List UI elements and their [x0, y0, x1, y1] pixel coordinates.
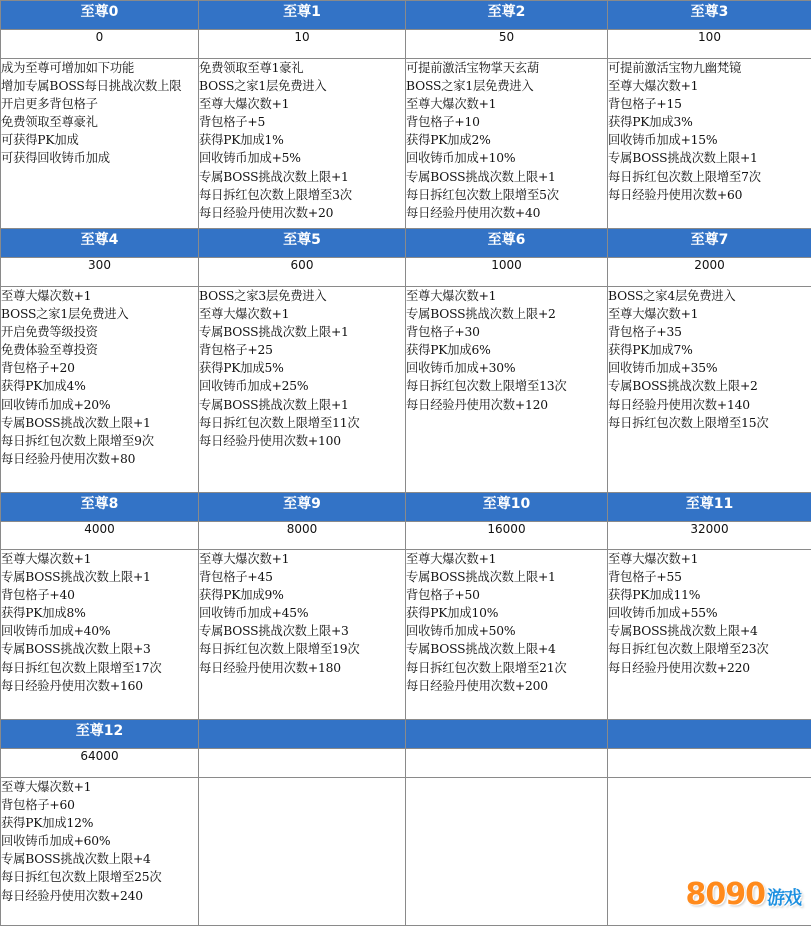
perk-line: 至尊大爆次数+1: [406, 287, 607, 305]
tier-cost: 8000: [199, 522, 406, 550]
perk-line: 每日经验丹使用次数+160: [1, 677, 198, 695]
site-logo: [677, 868, 801, 916]
tier-cost: 1000: [406, 258, 608, 287]
perk-line: 回收铸币加成+10%: [406, 149, 607, 167]
tier-cost-row: [1, 522, 811, 550]
tier-perks: [199, 59, 406, 229]
tier-header-row: [1, 229, 811, 258]
tier-cost: 32000: [608, 522, 811, 550]
perk-line: 回收铸币加成+55%: [608, 604, 811, 622]
empty-cell: [608, 749, 811, 778]
perk-line: 至尊大爆次数+1: [199, 95, 405, 113]
perk-line: 专属BOSS挑战次数上限+2: [608, 377, 811, 395]
perk-line: 每日经验丹使用次数+200: [406, 677, 607, 695]
perk-line: 每日拆红包次数上限增至15次: [608, 414, 811, 432]
perk-line: 至尊大爆次数+1: [199, 305, 405, 323]
perk-line: BOSS之家3层免费进入: [199, 287, 405, 305]
tier-title: 至尊6: [406, 229, 608, 258]
perk-line: 每日拆红包次数上限增至5次: [406, 186, 607, 204]
empty-cell: [199, 749, 406, 778]
empty-header-cell: [199, 720, 406, 749]
perk-line: 背包格子+15: [608, 95, 811, 113]
perk-line: BOSS之家4层免费进入: [608, 287, 811, 305]
empty-header-cell: [406, 720, 608, 749]
perk-line: 背包格子+5: [199, 113, 405, 131]
tier-cost: 16000: [406, 522, 608, 550]
perk-line: 至尊大爆次数+1: [406, 95, 607, 113]
tier-cost-row: [1, 749, 811, 778]
tier-perks: [1, 287, 199, 493]
perk-line: 专属BOSS挑战次数上限+1: [406, 568, 607, 586]
perk-line: 每日经验丹使用次数+40: [406, 204, 607, 222]
perk-line: 每日经验丹使用次数+240: [1, 887, 198, 905]
perk-line: 背包格子+45: [199, 568, 405, 586]
perk-line: 免费领取至尊1豪礼: [199, 59, 405, 77]
tier-title: 至尊8: [1, 493, 199, 522]
perk-line: 获得PK加成5%: [199, 359, 405, 377]
perk-line: 获得PK加成1%: [199, 131, 405, 149]
logo-suffix: 游戏: [767, 888, 801, 909]
perk-line: 每日拆红包次数上限增至23次: [608, 640, 811, 658]
perk-line: 每日拆红包次数上限增至17次: [1, 659, 198, 677]
empty-header-cell: [608, 720, 811, 749]
perk-line: 背包格子+10: [406, 113, 607, 131]
perk-line: 专属BOSS挑战次数上限+4: [406, 640, 607, 658]
perk-line: 背包格子+20: [1, 359, 198, 377]
tier-perks: [406, 59, 608, 229]
tier-cost: 10: [199, 30, 406, 59]
perk-line: 背包格子+50: [406, 586, 607, 604]
tier-header-row: [1, 1, 811, 30]
perk-line: 每日经验丹使用次数+80: [1, 450, 198, 468]
perk-line: 回收铸币加成+50%: [406, 622, 607, 640]
tier-perks: [608, 287, 811, 493]
perk-line: 专属BOSS挑战次数上限+4: [1, 850, 198, 868]
perk-line: 背包格子+30: [406, 323, 607, 341]
tier-title: 至尊9: [199, 493, 406, 522]
perk-line: 背包格子+25: [199, 341, 405, 359]
tier-title: 至尊0: [1, 1, 199, 30]
tier-perks-row: [1, 59, 811, 229]
perk-line: 背包格子+40: [1, 586, 198, 604]
perk-line: 可提前激活宝物掌天玄葫: [406, 59, 607, 77]
perk-line: 获得PK加成4%: [1, 377, 198, 395]
perk-line: 获得PK加成2%: [406, 131, 607, 149]
perk-line: 开启免费等级投资: [1, 323, 198, 341]
tier-perks: [1, 550, 199, 720]
perk-line: 专属BOSS挑战次数上限+1: [199, 323, 405, 341]
perk-line: 专属BOSS挑战次数上限+2: [406, 305, 607, 323]
perk-line: 每日拆红包次数上限增至25次: [1, 868, 198, 886]
tier-header-row: [1, 720, 811, 749]
tier-cost-row: [1, 258, 811, 287]
perk-line: 获得PK加成6%: [406, 341, 607, 359]
perk-line: 专属BOSS挑战次数上限+1: [199, 396, 405, 414]
perk-line: BOSS之家1层免费进入: [1, 305, 198, 323]
perk-line: 回收铸币加成+35%: [608, 359, 811, 377]
perk-line: 每日拆红包次数上限增至9次: [1, 432, 198, 450]
tier-cost: 4000: [1, 522, 199, 550]
perk-line: 开启更多背包格子: [1, 95, 198, 113]
perk-line: 至尊大爆次数+1: [608, 305, 811, 323]
tier-title: 至尊4: [1, 229, 199, 258]
perk-line: BOSS之家1层免费进入: [199, 77, 405, 95]
perk-line: 获得PK加成11%: [608, 586, 811, 604]
perk-line: 每日拆红包次数上限增至11次: [199, 414, 405, 432]
perk-line: 获得PK加成9%: [199, 586, 405, 604]
perk-line: 增加专属BOSS每日挑战次数上限: [1, 77, 198, 95]
perk-line: 获得PK加成7%: [608, 341, 811, 359]
perk-line: 至尊大爆次数+1: [199, 550, 405, 568]
tier-cost: 600: [199, 258, 406, 287]
tier-cost: 300: [1, 258, 199, 287]
perk-line: 至尊大爆次数+1: [608, 550, 811, 568]
tier-title: 至尊2: [406, 1, 608, 30]
tier-perks-row: [1, 287, 811, 493]
perk-line: 每日经验丹使用次数+180: [199, 659, 405, 677]
logo-number: 8090: [686, 877, 766, 912]
perk-line: 可提前激活宝物九幽梵镜: [608, 59, 811, 77]
tier-cost: 2000: [608, 258, 811, 287]
perk-line: 至尊大爆次数+1: [608, 77, 811, 95]
tier-perks: [406, 287, 608, 493]
perk-line: 每日经验丹使用次数+140: [608, 396, 811, 414]
empty-cell: [406, 749, 608, 778]
perk-line: 至尊大爆次数+1: [406, 550, 607, 568]
perk-line: 每日拆红包次数上限增至21次: [406, 659, 607, 677]
perk-line: 获得PK加成8%: [1, 604, 198, 622]
tier-title: 至尊1: [199, 1, 406, 30]
tier-cost: 64000: [1, 749, 199, 778]
tier-perks: [608, 59, 811, 229]
perk-line: 专属BOSS挑战次数上限+1: [1, 568, 198, 586]
perk-line: 至尊大爆次数+1: [1, 550, 198, 568]
perk-line: 免费领取至尊豪礼: [1, 113, 198, 131]
tier-perks: [199, 550, 406, 720]
tier-title: 至尊5: [199, 229, 406, 258]
tier-perks-row: [1, 550, 811, 720]
perk-line: 回收铸币加成+30%: [406, 359, 607, 377]
tier-perks: [1, 778, 199, 926]
perk-line: 专属BOSS挑战次数上限+1: [1, 414, 198, 432]
perk-line: 回收铸币加成+25%: [199, 377, 405, 395]
perk-line: 每日经验丹使用次数+120: [406, 396, 607, 414]
perk-line: 回收铸币加成+5%: [199, 149, 405, 167]
perk-line: 回收铸币加成+45%: [199, 604, 405, 622]
perk-line: 回收铸币加成+15%: [608, 131, 811, 149]
perk-line: 回收铸币加成+40%: [1, 622, 198, 640]
perk-line: BOSS之家1层免费进入: [406, 77, 607, 95]
empty-cell: [199, 778, 406, 926]
tier-cost: 100: [608, 30, 811, 59]
perk-line: 背包格子+55: [608, 568, 811, 586]
perk-line: 成为至尊可增加如下功能: [1, 59, 198, 77]
perk-line: 获得PK加成12%: [1, 814, 198, 832]
logo-wordmark: [686, 877, 802, 912]
perk-line: 至尊大爆次数+1: [1, 778, 198, 796]
tier-title: 至尊12: [1, 720, 199, 749]
perk-line: 每日拆红包次数上限增至3次: [199, 186, 405, 204]
perk-line: 每日拆红包次数上限增至19次: [199, 640, 405, 658]
perk-line: 至尊大爆次数+1: [1, 287, 198, 305]
perk-line: 专属BOSS挑战次数上限+3: [1, 640, 198, 658]
perk-line: 每日经验丹使用次数+20: [199, 204, 405, 222]
perk-line: 专属BOSS挑战次数上限+1: [199, 168, 405, 186]
tier-cost: 50: [406, 30, 608, 59]
empty-cell: [406, 778, 608, 926]
perk-line: 免费体验至尊投资: [1, 341, 198, 359]
tier-cost-row: [1, 30, 811, 59]
tier-header-row: [1, 493, 811, 522]
perk-line: 获得PK加成10%: [406, 604, 607, 622]
perk-line: 回收铸币加成+60%: [1, 832, 198, 850]
tier-title: 至尊3: [608, 1, 811, 30]
perk-line: 每日拆红包次数上限增至13次: [406, 377, 607, 395]
perk-line: 专属BOSS挑战次数上限+1: [608, 149, 811, 167]
perk-line: 专属BOSS挑战次数上限+1: [406, 168, 607, 186]
tier-title: 至尊10: [406, 493, 608, 522]
perk-line: 每日经验丹使用次数+60: [608, 186, 811, 204]
perk-line: 背包格子+35: [608, 323, 811, 341]
perk-line: 可获得PK加成: [1, 131, 198, 149]
tier-perks: [608, 550, 811, 720]
perk-line: 专属BOSS挑战次数上限+3: [199, 622, 405, 640]
perk-line: 专属BOSS挑战次数上限+4: [608, 622, 811, 640]
tier-title: 至尊11: [608, 493, 811, 522]
tier-perks: [406, 550, 608, 720]
tier-cost: 0: [1, 30, 199, 59]
tier-perks: [199, 287, 406, 493]
perk-line: 每日经验丹使用次数+220: [608, 659, 811, 677]
perk-line: 可获得回收铸币加成: [1, 149, 198, 167]
tier-perks: [1, 59, 199, 229]
perk-line: 回收铸币加成+20%: [1, 396, 198, 414]
perk-line: 每日拆红包次数上限增至7次: [608, 168, 811, 186]
perk-line: 背包格子+60: [1, 796, 198, 814]
perk-line: 每日经验丹使用次数+100: [199, 432, 405, 450]
tier-title: 至尊7: [608, 229, 811, 258]
perk-line: 获得PK加成3%: [608, 113, 811, 131]
